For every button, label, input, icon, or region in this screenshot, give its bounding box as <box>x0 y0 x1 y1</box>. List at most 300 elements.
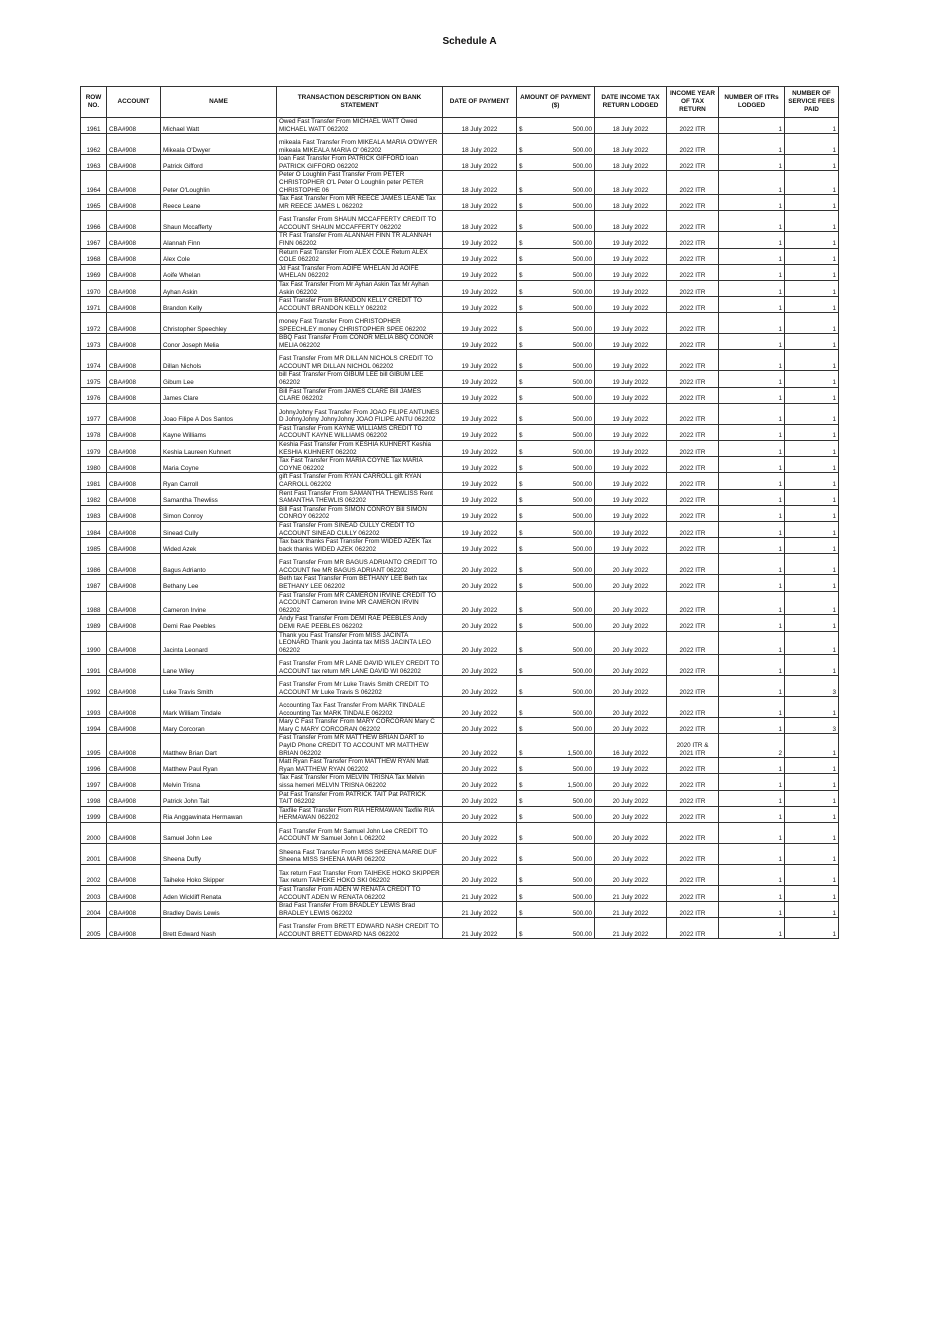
cell-row-no: 2003 <box>81 886 107 902</box>
cell-income-year: 2022 ITR <box>667 297 719 313</box>
cell-itrs-lodged: 1 <box>719 424 785 440</box>
cell-itrs-lodged: 1 <box>719 697 785 718</box>
cell-account: CBA#908 <box>107 886 161 902</box>
cell-amount <box>517 538 595 554</box>
cell-date-lodged: 19 July 2022 <box>595 313 667 334</box>
cell-description: Fast Transfer From MR MATTHEW BRIAN DART to PayID Phone CREDIT TO ACCOUNT MR MATTHEW BRIAN 062202 <box>277 734 443 758</box>
cell-date-lodged: 19 July 2022 <box>595 521 667 537</box>
cell-description: BBQ Fast Transfer From CONOR MELIA BBQ CONOR MELIA 062202 <box>277 334 443 350</box>
header-account: ACCOUNT <box>107 87 161 118</box>
cell-date-of-payment: 19 July 2022 <box>443 280 517 296</box>
cell-description: Tax Fast Transfer From MARIA COYNE Tax MARIA COYNE 062202 <box>277 457 443 473</box>
cell-service-fees: 1 <box>785 734 839 758</box>
cell-date-of-payment: 20 July 2022 <box>443 844 517 865</box>
header-date-of-payment: DATE OF PAYMENT <box>443 87 517 118</box>
cell-income-year: 2022 ITR <box>667 591 719 615</box>
amount-value: 500.00 <box>572 481 592 488</box>
cell-description: Fast Transfer From MR LANE DAVID WILEY CREDIT TO ACCOUNT tax return MR LANE DAVID WI 062202 <box>277 655 443 676</box>
cell-description: Tax return Fast Transfer From TAIHEKE HOKO SKIPPER Tax return TAIHEKE HOKO SKI 062202 <box>277 865 443 886</box>
cell-income-year: 2020 ITR & 2021 ITR <box>667 734 719 758</box>
cell-amount <box>517 823 595 844</box>
amount-value: 500.00 <box>572 798 592 806</box>
cell-service-fees: 1 <box>785 575 839 591</box>
cell-service-fees: 1 <box>785 195 839 211</box>
cell-date-of-payment: 18 July 2022 <box>443 211 517 232</box>
cell-service-fees: 1 <box>785 441 839 457</box>
cell-amount <box>517 264 595 280</box>
cell-account: CBA#908 <box>107 575 161 591</box>
cell-description: Sheena Fast Transfer From MISS SHEENA MARIE DUF Sheena MISS SHEENA MARI 062202 <box>277 844 443 865</box>
currency-symbol: $ <box>519 272 523 280</box>
cell-description: Fast Transfer From Mr Luke Travis Smith CREDIT TO ACCOUNT Mr Luke Travis S 062202 <box>277 676 443 697</box>
cell-itrs-lodged: 1 <box>719 844 785 865</box>
cell-itrs-lodged: 1 <box>719 886 785 902</box>
currency-symbol: $ <box>519 325 523 333</box>
currency-symbol: $ <box>519 856 523 864</box>
amount-value: 500.00 <box>572 186 592 194</box>
cell-date-of-payment: 19 July 2022 <box>443 313 517 334</box>
cell-income-year: 2022 ITR <box>667 441 719 457</box>
cell-row-no: 1983 <box>81 505 107 521</box>
cell-amount <box>517 171 595 195</box>
currency-symbol: $ <box>519 877 523 885</box>
cell-date-of-payment: 19 July 2022 <box>443 297 517 313</box>
cell-date-lodged: 20 July 2022 <box>595 790 667 806</box>
cell-date-of-payment: 19 July 2022 <box>443 424 517 440</box>
cell-service-fees: 1 <box>785 844 839 865</box>
table-row <box>81 758 839 774</box>
currency-symbol: $ <box>519 288 523 296</box>
cell-description: mikeala Fast Transfer From MIKEALA MARIA O'DWYER mikeala MIKEALA MARIA O' 062202 <box>277 134 443 155</box>
table-row <box>81 371 839 387</box>
cell-name: Ryan Carroll <box>161 473 277 489</box>
cell-name: Matthew Paul Ryan <box>161 758 277 774</box>
cell-service-fees: 1 <box>785 171 839 195</box>
amount-value: 500.00 <box>572 765 592 773</box>
cell-itrs-lodged: 1 <box>719 554 785 575</box>
cell-date-of-payment: 20 July 2022 <box>443 631 517 655</box>
cell-amount <box>517 718 595 734</box>
amount-value: 500.00 <box>572 646 592 654</box>
cell-row-no: 1991 <box>81 655 107 676</box>
cell-amount <box>517 155 595 171</box>
currency-symbol: $ <box>519 256 523 264</box>
cell-name: Conor Joseph Melia <box>161 334 277 350</box>
amount-value: 500.00 <box>572 709 592 717</box>
amount-value: 500.00 <box>572 909 592 917</box>
amount-value: 500.00 <box>572 395 592 403</box>
cell-itrs-lodged: 1 <box>719 521 785 537</box>
amount-value: 500.00 <box>572 272 592 280</box>
cell-account: CBA#908 <box>107 118 161 134</box>
amount-value: 500.00 <box>572 464 592 472</box>
cell-service-fees: 1 <box>785 232 839 248</box>
cell-account: CBA#908 <box>107 554 161 575</box>
cell-service-fees: 1 <box>785 248 839 264</box>
cell-name: Reece Leane <box>161 195 277 211</box>
currency-symbol: $ <box>519 667 523 675</box>
cell-name: Joao Filipe A Dos Santos <box>161 403 277 424</box>
table-body <box>81 118 839 939</box>
cell-account: CBA#908 <box>107 232 161 248</box>
cell-description: Brad Fast Transfer From BRADLEY LEWIS Brad BRADLEY LEWIS 062202 <box>277 902 443 918</box>
cell-income-year: 2022 ITR <box>667 886 719 902</box>
cell-row-no: 2000 <box>81 823 107 844</box>
table-row <box>81 774 839 790</box>
cell-amount <box>517 473 595 489</box>
cell-description: TR Fast Transfer From ALANNAH FINN TR ALANNAH FINN 062202 <box>277 232 443 248</box>
cell-date-of-payment: 20 July 2022 <box>443 774 517 790</box>
cell-description: Fast Transfer From MR BAGUS ADRIANTO CREDIT TO ACCOUNT fee MR BAGUS ADRIANT 062202 <box>277 554 443 575</box>
amount-value: 500.00 <box>572 239 592 247</box>
cell-date-of-payment: 19 July 2022 <box>443 473 517 489</box>
cell-date-lodged: 16 July 2022 <box>595 734 667 758</box>
cell-service-fees: 1 <box>785 334 839 350</box>
cell-account: CBA#908 <box>107 902 161 918</box>
cell-date-lodged: 20 July 2022 <box>595 865 667 886</box>
cell-income-year: 2022 ITR <box>667 774 719 790</box>
table-row <box>81 575 839 591</box>
cell-income-year: 2022 ITR <box>667 865 719 886</box>
cell-date-lodged: 19 July 2022 <box>595 371 667 387</box>
table-row <box>81 823 839 844</box>
cell-row-no: 1986 <box>81 554 107 575</box>
table-row <box>81 134 839 155</box>
amount-value: 500.00 <box>572 416 592 424</box>
cell-description: Peter O Loughlin Fast Transfer From PETER CHRISTOPHER O'L Peter O Loughlin peter PETER CHRISTOPHE 06 <box>277 171 443 195</box>
cell-income-year: 2022 ITR <box>667 758 719 774</box>
cell-service-fees: 1 <box>785 631 839 655</box>
cell-service-fees: 1 <box>785 134 839 155</box>
cell-account: CBA#908 <box>107 313 161 334</box>
cell-income-year: 2022 ITR <box>667 538 719 554</box>
table-row <box>81 232 839 248</box>
cell-account: CBA#908 <box>107 211 161 232</box>
cell-income-year: 2022 ITR <box>667 457 719 473</box>
cell-date-lodged: 21 July 2022 <box>595 886 667 902</box>
cell-name: Demi Rae Peebles <box>161 615 277 631</box>
cell-amount <box>517 790 595 806</box>
cell-income-year: 2022 ITR <box>667 631 719 655</box>
table-row <box>81 403 839 424</box>
cell-date-of-payment: 18 July 2022 <box>443 118 517 134</box>
cell-date-of-payment: 18 July 2022 <box>443 134 517 155</box>
cell-income-year: 2022 ITR <box>667 655 719 676</box>
table-row <box>81 697 839 718</box>
table-row <box>81 918 839 939</box>
cell-itrs-lodged: 1 <box>719 865 785 886</box>
cell-account: CBA#908 <box>107 823 161 844</box>
table-row <box>81 264 839 280</box>
cell-date-of-payment: 18 July 2022 <box>443 155 517 171</box>
cell-row-no: 1962 <box>81 134 107 155</box>
cell-name: Kayne Williams <box>161 424 277 440</box>
cell-name: Samantha Thewliss <box>161 489 277 505</box>
cell-name: Ayhan Askin <box>161 280 277 296</box>
cell-income-year: 2022 ITR <box>667 155 719 171</box>
cell-amount <box>517 844 595 865</box>
currency-symbol: $ <box>519 765 523 773</box>
cell-date-lodged: 19 July 2022 <box>595 403 667 424</box>
cell-name: Jacinta Leonard <box>161 631 277 655</box>
cell-itrs-lodged: 1 <box>719 758 785 774</box>
cell-description: Mary C Fast Transfer From MARY CORCORAN Mary C Mary C MARY CORCORAN 062202 <box>277 718 443 734</box>
cell-date-of-payment: 19 July 2022 <box>443 489 517 505</box>
cell-row-no: 1966 <box>81 211 107 232</box>
cell-date-of-payment: 19 July 2022 <box>443 441 517 457</box>
table-row <box>81 521 839 537</box>
cell-date-lodged: 19 July 2022 <box>595 350 667 371</box>
header-date-lodged: DATE INCOME TAX RETURN LODGED <box>595 87 667 118</box>
cell-date-of-payment: 19 July 2022 <box>443 232 517 248</box>
cell-name: Alannah Finn <box>161 232 277 248</box>
amount-value: 500.00 <box>572 202 592 210</box>
cell-account: CBA#908 <box>107 457 161 473</box>
cell-account: CBA#908 <box>107 248 161 264</box>
cell-amount <box>517 134 595 155</box>
cell-date-of-payment: 19 July 2022 <box>443 521 517 537</box>
cell-date-of-payment: 21 July 2022 <box>443 902 517 918</box>
cell-row-no: 1992 <box>81 676 107 697</box>
cell-description: Fast Transfer From MR DILLAN NICHOLS CREDIT TO ACCOUNT MR DILLAN NICHOL 062202 <box>277 350 443 371</box>
table-row <box>81 591 839 615</box>
cell-service-fees: 1 <box>785 902 839 918</box>
cell-account: CBA#908 <box>107 441 161 457</box>
cell-service-fees: 1 <box>785 118 839 134</box>
cell-service-fees: 1 <box>785 280 839 296</box>
header-amount: AMOUNT OF PAYMENT ($) <box>517 87 595 118</box>
cell-itrs-lodged: 1 <box>719 232 785 248</box>
cell-income-year: 2022 ITR <box>667 718 719 734</box>
cell-date-lodged: 20 July 2022 <box>595 655 667 676</box>
cell-date-of-payment: 20 July 2022 <box>443 615 517 631</box>
cell-itrs-lodged: 1 <box>719 473 785 489</box>
cell-amount <box>517 334 595 350</box>
cell-date-lodged: 18 July 2022 <box>595 118 667 134</box>
cell-income-year: 2022 ITR <box>667 264 719 280</box>
cell-income-year: 2022 ITR <box>667 790 719 806</box>
cell-amount <box>517 441 595 457</box>
cell-account: CBA#908 <box>107 676 161 697</box>
currency-symbol: $ <box>519 464 523 472</box>
currency-symbol: $ <box>519 930 523 938</box>
cell-itrs-lodged: 1 <box>719 457 785 473</box>
cell-service-fees: 1 <box>785 313 839 334</box>
cell-name: Aden Wickliff Renata <box>161 886 277 902</box>
currency-symbol: $ <box>519 416 523 424</box>
cell-date-lodged: 21 July 2022 <box>595 902 667 918</box>
cell-service-fees: 1 <box>785 387 839 403</box>
cell-description: bill Fast Transfer From GIBUM LEE bill GIBUM LEE 062202 <box>277 371 443 387</box>
table-row <box>81 655 839 676</box>
amount-value: 500.00 <box>572 162 592 170</box>
cell-date-lodged: 19 July 2022 <box>595 441 667 457</box>
header-description: TRANSACTION DESCRIPTION ON BANK STATEMENT <box>277 87 443 118</box>
cell-account: CBA#908 <box>107 521 161 537</box>
cell-row-no: 1987 <box>81 575 107 591</box>
cell-row-no: 1984 <box>81 521 107 537</box>
cell-income-year: 2022 ITR <box>667 134 719 155</box>
cell-row-no: 1979 <box>81 441 107 457</box>
cell-account: CBA#908 <box>107 631 161 655</box>
cell-date-of-payment: 19 July 2022 <box>443 457 517 473</box>
cell-income-year: 2022 ITR <box>667 387 719 403</box>
cell-amount <box>517 489 595 505</box>
cell-date-of-payment: 20 July 2022 <box>443 697 517 718</box>
header-row-no: ROW NO. <box>81 87 107 118</box>
cell-amount <box>517 387 595 403</box>
cell-service-fees: 1 <box>785 403 839 424</box>
cell-itrs-lodged: 1 <box>719 313 785 334</box>
cell-account: CBA#908 <box>107 790 161 806</box>
cell-income-year: 2022 ITR <box>667 806 719 822</box>
cell-service-fees: 1 <box>785 297 839 313</box>
currency-symbol: $ <box>519 709 523 717</box>
cell-itrs-lodged: 1 <box>719 371 785 387</box>
cell-amount <box>517 655 595 676</box>
amount-value: 500.00 <box>572 379 592 387</box>
header-service-fees: NUMBER OF SERVICE FEES PAID <box>785 87 839 118</box>
table-row <box>81 334 839 350</box>
cell-row-no: 1997 <box>81 774 107 790</box>
table-row <box>81 424 839 440</box>
cell-date-lodged: 20 July 2022 <box>595 844 667 865</box>
cell-amount <box>517 211 595 232</box>
cell-date-lodged: 20 July 2022 <box>595 823 667 844</box>
currency-symbol: $ <box>519 606 523 614</box>
cell-date-of-payment: 21 July 2022 <box>443 918 517 939</box>
cell-date-lodged: 20 July 2022 <box>595 718 667 734</box>
currency-symbol: $ <box>519 481 523 488</box>
currency-symbol: $ <box>519 646 523 654</box>
currency-symbol: $ <box>519 162 523 170</box>
cell-name: Taiheke Hoko Skipper <box>161 865 277 886</box>
cell-itrs-lodged: 1 <box>719 631 785 655</box>
cell-description: Fast Transfer From BRETT EDWARD NASH CREDIT TO ACCOUNT BRETT EDWARD NAS 062202 <box>277 918 443 939</box>
cell-row-no: 1970 <box>81 280 107 296</box>
cell-itrs-lodged: 1 <box>719 718 785 734</box>
cell-row-no: 1971 <box>81 297 107 313</box>
cell-date-lodged: 19 July 2022 <box>595 334 667 350</box>
currency-symbol: $ <box>519 362 523 370</box>
cell-itrs-lodged: 1 <box>719 615 785 631</box>
cell-name: Patrick Gifford <box>161 155 277 171</box>
table-row <box>81 211 839 232</box>
amount-value: 500.00 <box>572 341 592 349</box>
amount-value: 500.00 <box>572 223 592 231</box>
currency-symbol: $ <box>519 395 523 403</box>
cell-date-lodged: 19 July 2022 <box>595 387 667 403</box>
cell-income-year: 2022 ITR <box>667 575 719 591</box>
cell-row-no: 1982 <box>81 489 107 505</box>
cell-name: Shaun Mccafferty <box>161 211 277 232</box>
cell-name: Matthew Brian Dart <box>161 734 277 758</box>
cell-description: Matt Ryan Fast Transfer From MATTHEW RYAN Matt Ryan MATTHEW RYAN 062202 <box>277 758 443 774</box>
table-row <box>81 387 839 403</box>
amount-value: 500.00 <box>572 432 592 440</box>
cell-income-year: 2022 ITR <box>667 489 719 505</box>
currency-symbol: $ <box>519 725 523 733</box>
cell-description: Tax Fast Transfer From Mr Ayhan Askin Tax Mr Ayhan Askin 062202 <box>277 280 443 296</box>
cell-name: Bradley Davis Lewis <box>161 902 277 918</box>
cell-name: Melvin Trisna <box>161 774 277 790</box>
cell-description: Pat Fast Transfer From PATRICK TAIT Pat PATRICK TAIT 062202 <box>277 790 443 806</box>
cell-date-of-payment: 19 July 2022 <box>443 264 517 280</box>
cell-service-fees: 1 <box>785 538 839 554</box>
cell-date-of-payment: 20 July 2022 <box>443 758 517 774</box>
currency-symbol: $ <box>519 379 523 387</box>
table-row <box>81 171 839 195</box>
table-row <box>81 489 839 505</box>
table-row <box>81 790 839 806</box>
cell-itrs-lodged: 1 <box>719 118 785 134</box>
cell-date-lodged: 20 July 2022 <box>595 774 667 790</box>
currency-symbol: $ <box>519 814 523 822</box>
cell-name: Maria Coyne <box>161 457 277 473</box>
cell-amount <box>517 697 595 718</box>
cell-amount <box>517 280 595 296</box>
cell-row-no: 1989 <box>81 615 107 631</box>
table-row <box>81 886 839 902</box>
cell-itrs-lodged: 1 <box>719 489 785 505</box>
amount-value: 500.00 <box>572 606 592 614</box>
cell-account: CBA#908 <box>107 489 161 505</box>
cell-itrs-lodged: 1 <box>719 676 785 697</box>
cell-itrs-lodged: 1 <box>719 774 785 790</box>
cell-date-lodged: 19 July 2022 <box>595 473 667 489</box>
cell-itrs-lodged: 1 <box>719 441 785 457</box>
cell-name: Michael Watt <box>161 118 277 134</box>
cell-service-fees: 1 <box>785 554 839 575</box>
cell-row-no: 1963 <box>81 155 107 171</box>
cell-description: Tax back thanks Fast Transfer From WIDED AZEK Tax back thanks WIDED AZEK 062202 <box>277 538 443 554</box>
cell-itrs-lodged: 1 <box>719 171 785 195</box>
cell-date-of-payment: 19 July 2022 <box>443 538 517 554</box>
cell-amount <box>517 734 595 758</box>
table-row <box>81 718 839 734</box>
amount-value: 500.00 <box>572 146 592 154</box>
cell-row-no: 1996 <box>81 758 107 774</box>
table-row <box>81 615 839 631</box>
cell-itrs-lodged: 1 <box>719 387 785 403</box>
cell-row-no: 1968 <box>81 248 107 264</box>
cell-name: Dillan Nichols <box>161 350 277 371</box>
amount-value: 500.00 <box>572 814 592 822</box>
amount-value: 500.00 <box>572 725 592 733</box>
cell-name: Sheena Duffy <box>161 844 277 865</box>
cell-description: Fast Transfer From SINEAD CULLY CREDIT TO ACCOUNT SINEAD CULLY 062202 <box>277 521 443 537</box>
cell-description: Jd Fast Transfer From AOIFE WHELAN Jd AOIFE WHELAN 062202 <box>277 264 443 280</box>
cell-date-of-payment: 20 July 2022 <box>443 823 517 844</box>
cell-date-lodged: 18 July 2022 <box>595 211 667 232</box>
cell-service-fees: 1 <box>785 697 839 718</box>
cell-account: CBA#908 <box>107 774 161 790</box>
cell-service-fees: 1 <box>785 823 839 844</box>
cell-description: Thank you Fast Transfer From MISS JACINTA LEONARD Thank you Jacinta tax MISS JACINTA LEO 062202 <box>277 631 443 655</box>
cell-name: Keshia Laureen Kuhnert <box>161 441 277 457</box>
cell-itrs-lodged: 1 <box>719 790 785 806</box>
cell-description: Fast Transfer From BRANDON KELLY CREDIT TO ACCOUNT BRANDON KELLY 062202 <box>277 297 443 313</box>
cell-account: CBA#908 <box>107 134 161 155</box>
table-row <box>81 457 839 473</box>
table-row <box>81 631 839 655</box>
cell-account: CBA#908 <box>107 718 161 734</box>
amount-value: 500.00 <box>572 566 592 574</box>
cell-account: CBA#908 <box>107 280 161 296</box>
cell-income-year: 2022 ITR <box>667 521 719 537</box>
amount-value: 500.00 <box>572 448 592 456</box>
cell-date-of-payment: 19 July 2022 <box>443 350 517 371</box>
